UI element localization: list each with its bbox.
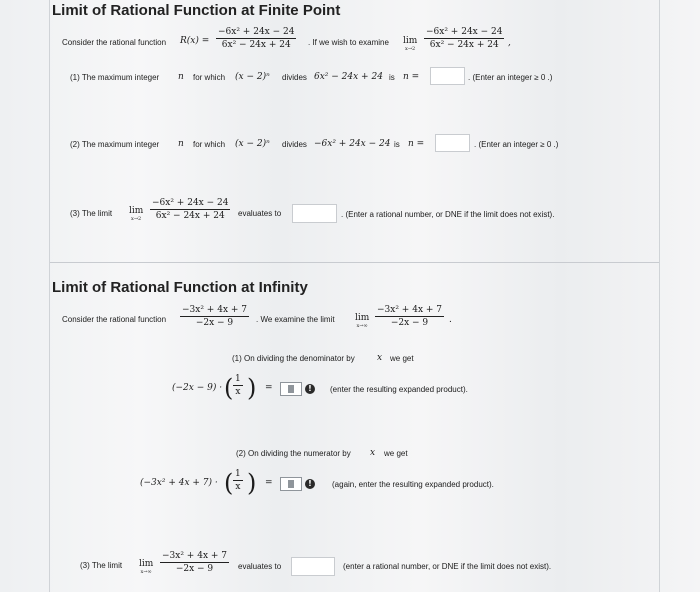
q2-is: is [394, 140, 400, 149]
s2-q1-suffix: we get [390, 354, 414, 363]
section1-limit-fraction [424, 27, 504, 50]
denominator: −2x − 9 [195, 318, 234, 328]
s2-q1-hint: (enter the resulting expanded product). [330, 385, 468, 394]
comma: , [508, 38, 511, 48]
s2-q3-answer-input[interactable] [291, 557, 335, 576]
denominator: x [235, 482, 241, 492]
q1-label: (1) The maximum integer [70, 73, 160, 82]
q2-for-which: for which [193, 140, 226, 149]
q1-n: n [178, 72, 184, 82]
s2-q2-one-over-x [233, 469, 243, 492]
s2-q2-text: (2) On dividing the numerator by [236, 449, 351, 458]
section1-fraction [216, 27, 296, 50]
section2-limit-fraction [375, 305, 444, 328]
section2-examine-text: . We examine the limit [256, 315, 335, 324]
section1-title: Limit of Rational Function at Finite Point [52, 2, 341, 19]
q2-factor: (x − 2)ⁿ [235, 139, 270, 149]
s2-q1-info-icon[interactable]: ! [305, 384, 315, 394]
s2-q1-paren-right: ) [247, 374, 257, 402]
section1-limit [403, 36, 417, 52]
q1-is: is [389, 73, 395, 82]
numerator: 1 [235, 469, 241, 479]
q1-poly: 6x² − 24x + 24 [314, 72, 383, 82]
q3-fraction [150, 198, 230, 221]
q3-evaluates: evaluates to [238, 209, 282, 218]
s2-q3-limit [139, 559, 153, 575]
q1-factor: (x − 2)ⁿ [235, 72, 270, 82]
s2-q3-fraction [160, 551, 229, 574]
q1-for-which: for which [193, 73, 226, 82]
section1-border-right [659, 0, 660, 262]
section2-border-right [659, 262, 660, 592]
section-divider [49, 262, 659, 263]
s2-q1-formula-input[interactable] [280, 382, 302, 396]
s2-q2-paren-left: ( [224, 469, 234, 497]
q2-label: (2) The maximum integer [70, 140, 160, 149]
s2-q1-x: x [377, 353, 383, 363]
lim-word: lim [355, 313, 370, 323]
q1-n-equals: n = [403, 72, 420, 82]
q3-hint: . (Enter a rational number, or DNE if the limit does not exist). [341, 210, 555, 219]
q1-hint: . (Enter an integer ≥ 0 .) [468, 73, 553, 82]
s2-q1-one-over-x [233, 374, 243, 397]
denominator: −2x − 9 [390, 318, 429, 328]
s2-q2-hint: (again, enter the resulting expanded product). [332, 480, 494, 489]
s2-q3-hint: (enter a rational number, or DNE if the limit does not exist). [343, 562, 552, 571]
s2-q1-text: (1) On dividing the denominator by [232, 354, 355, 363]
section2-limit [355, 313, 369, 329]
numerator: −3x² + 4x + 7 [377, 305, 443, 315]
s2-q2-info-icon[interactable]: ! [305, 479, 315, 489]
numerator: −3x² + 4x + 7 [162, 551, 228, 561]
lim-word: lim [403, 36, 418, 46]
lim-word: lim [139, 559, 154, 569]
q2-poly: −6x² + 24x − 24 [314, 139, 391, 149]
denominator: 6x² − 24x + 24 [429, 40, 499, 50]
section2-title: Limit of Rational Function at Infinity [52, 279, 308, 296]
q2-hint: . (Enter an integer ≥ 0 .) [474, 140, 559, 149]
s2-q1-paren-left: ( [224, 374, 234, 402]
s2-q2-paren-right: ) [247, 469, 257, 497]
numerator: −3x² + 4x + 7 [182, 305, 248, 315]
q2-divides: divides [282, 140, 307, 149]
s2-q1-equals: = [265, 383, 273, 393]
section2-fraction [180, 305, 249, 328]
period: . [449, 315, 452, 325]
section2-border-left [49, 262, 50, 592]
s2-q2-equals: = [265, 478, 273, 488]
lim-subscript: x→2 [405, 46, 416, 52]
lim-subscript: x→2 [131, 216, 142, 222]
q2-n-equals: n = [408, 139, 425, 149]
denominator: −2x − 9 [175, 564, 214, 574]
section1-intro: Consider the rational function [62, 38, 167, 47]
numerator: 1 [235, 374, 241, 384]
lim-subscript: x→∞ [356, 323, 368, 329]
section1-examine-text: . If we wish to examine [308, 38, 389, 47]
s2-q2-expr: (−3x² + 4x + 7) · [140, 478, 218, 488]
section2-intro: Consider the rational function [62, 315, 167, 324]
numerator: −6x² + 24x − 24 [152, 198, 229, 208]
s2-q2-suffix: we get [384, 449, 408, 458]
q1-answer-input[interactable] [430, 67, 465, 85]
s2-q3-evaluates: evaluates to [238, 562, 282, 571]
lim-subscript: x→∞ [140, 569, 152, 575]
q3-answer-input[interactable] [292, 204, 337, 223]
denominator: x [235, 387, 241, 397]
s2-q1-expr: (−2x − 9) · [172, 383, 223, 393]
q3-limit [129, 206, 143, 222]
section1-denominator: 6x² − 24x + 24 [221, 40, 291, 50]
q1-divides: divides [282, 73, 307, 82]
section1-fn-name: R(x) = [180, 36, 210, 46]
q3-label: (3) The limit [70, 209, 113, 218]
lim-word: lim [129, 206, 144, 216]
section1-border-left [49, 0, 50, 262]
numerator: −6x² + 24x − 24 [426, 27, 503, 37]
s2-q3-label: (3) The limit [80, 561, 123, 570]
q2-answer-input[interactable] [435, 134, 470, 152]
s2-q2-formula-input[interactable] [280, 477, 302, 491]
section1-numerator: −6x² + 24x − 24 [218, 27, 295, 37]
q2-n: n [178, 139, 184, 149]
denominator: 6x² − 24x + 24 [155, 211, 225, 221]
s2-q2-x: x [370, 448, 376, 458]
